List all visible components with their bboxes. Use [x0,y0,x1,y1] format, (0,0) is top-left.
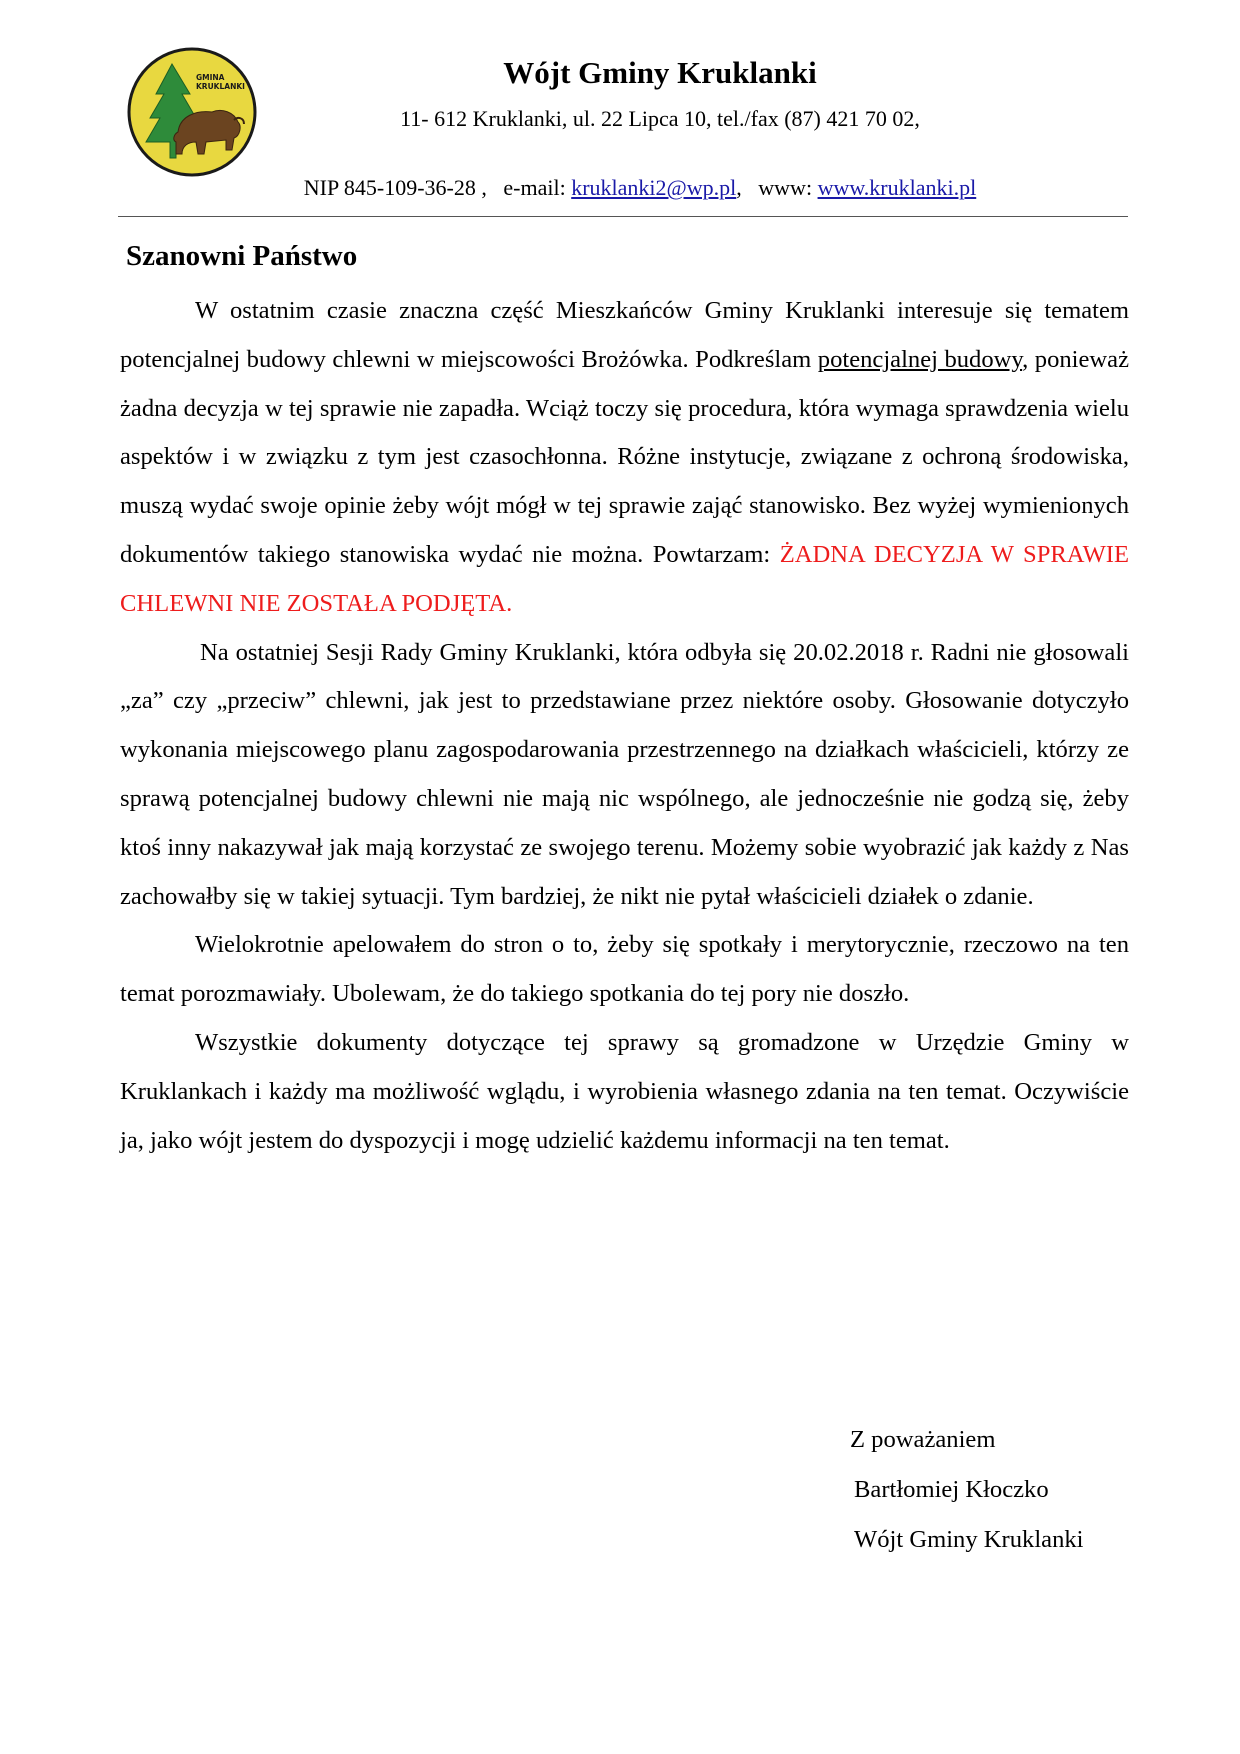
email-label: e-mail: [503,175,566,200]
paragraph-3: Wielokrotnie apelowałem do stron o to, żeby się spotkały i merytorycznie, rzeczowo na ten temat porozmawiały. Ubolewam, że do takiego spotkania do tej pory nie doszło. [120,931,1129,1008]
signer-name: Bartłomiej Kłoczko [854,1476,1049,1503]
header-divider [118,216,1128,217]
letter-body [120,287,1129,1165]
logo-text-line1: GMINA [196,73,225,82]
www-label: www: [758,175,813,200]
email-separator: , [736,175,742,200]
paragraph-1-text-a: W ostatnim czasie znaczna część Mieszkańców Gminy Kruklanki interesuje się tematem potencjalnej budowy chlewni w miejscowości Brożówka. Podkreślam [120,297,1129,373]
website-link[interactable]: www.kruklanki.pl [817,175,977,200]
logo-text-line2: KRUKLANKI [196,82,245,91]
underlined-phrase: potencjalnej budowy [817,345,1023,373]
email-link[interactable]: kruklanki2@wp.pl [571,175,737,200]
red-emphasis-text: ŻADNA DECYZJA W SPRAWIE CHLEWNI NIE ZOSTAŁA PODJĘTA. [120,540,1130,617]
paragraph-1 [120,287,1129,629]
letterhead-title: Wójt Gminy Kruklanki [503,55,817,90]
signer-role: Wójt Gminy Kruklanki [854,1526,1084,1553]
signature-block [850,1415,1084,1565]
nip-text: NIP 845-109-36-28 , [303,175,487,200]
paragraph-4: Wszystkie dokumenty dotyczące tej sprawy są gromadzone w Urzędzie Gminy w Kruklankach i każdy ma możliwość wglądu, i wyrobienia własnego zdania na ten temat. Oczywiście ja, jako wójt jestem do dyspozycji i mogę udzielić każdemu informacji na ten temat. [120,1028,1129,1154]
closing-text: Z poważaniem [850,1426,996,1453]
paragraph-2: Na ostatniej Sesji Rady Gminy Kruklanki, która odbyła się 20.02.2018 r. Radni nie głosowali „za” czy „przeciw” chlewni, jak jest to przedstawiane przez niektóre osoby. Głosowanie dotyczyło wykonania miejscowego planu zagospodarowania przestrzennego na działkach właścicieli, którzy ze sprawą potencjalnej budowy chlewni nie mają nic wspólnego, ale jednocześnie nie godzą się, żeby ktoś inny nakazywał jak mają korzystać ze swojego terenu. Możemy sobie wyobrazić jak każdy z Nas zachowałby się w takiej sytuacji. Tym bardziej, że nikt nie pytał właścicieli działek o zdanie. [120,638,1129,910]
letterhead-address: 11- 612 Kruklanki, ul. 22 Lipca 10, tel./fax (87) 421 70 02, [400,106,920,131]
letterhead-contact [0,175,1240,201]
salutation: Szanowni Państwo [126,240,358,272]
paragraph-1-text-b: , ponieważ żadna decyzja w tej sprawie nie zapadła. Wciąż toczy się procedura, która wymaga sprawdzenia wielu aspektów i w związku z tym jest czasochłonna. Różne instytucje, związane z ochroną środowiska, muszą wydać swoje opinie żeby wójt mógł w tej sprawie zająć stanowisko. Bez wyżej wymienionych dokumentów takiego stanowiska wydać nie można. Powtarzam: [120,345,1130,568]
